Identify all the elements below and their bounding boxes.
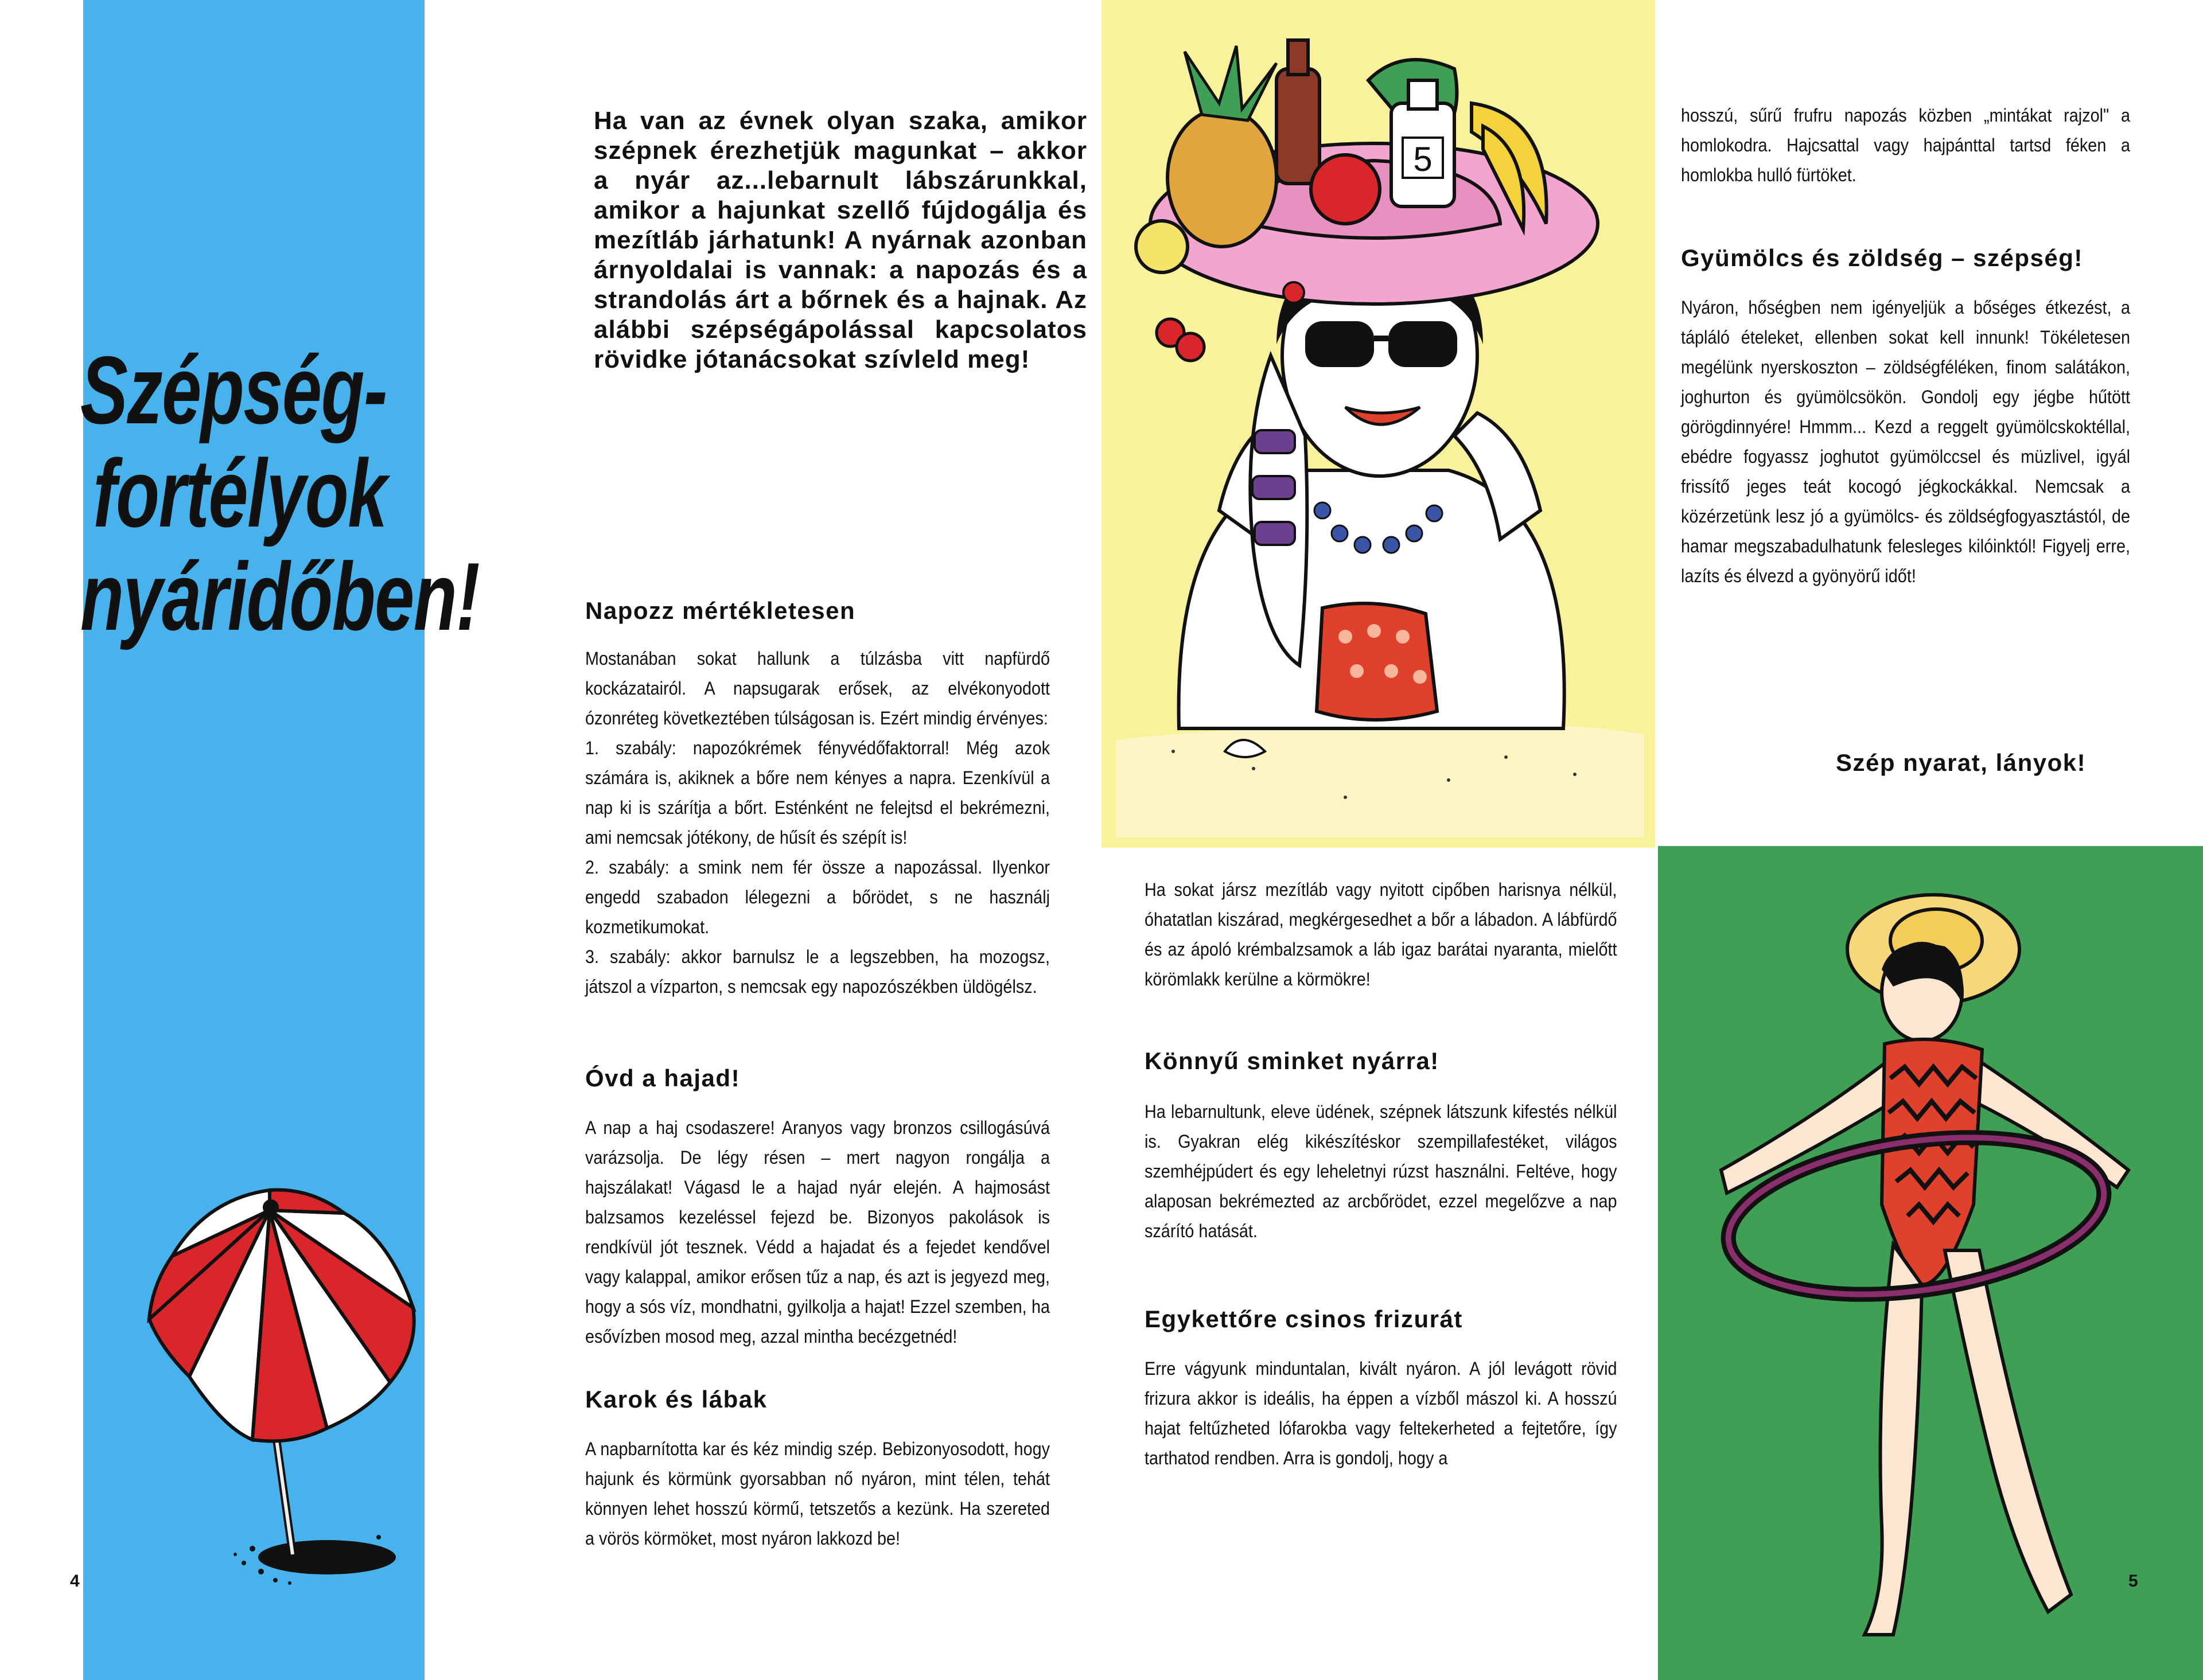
page-number-left: 4 [70, 1572, 80, 1591]
paragraph: 3. szabály: akkor barnulsz le a legszebben, ha mozogsz, játszol a vízparton, s nemcsak egy napozószékben üldögélsz. [585, 946, 1050, 997]
headline-line-1: Szépség- [80, 336, 387, 444]
section-body-frufru [1681, 100, 2130, 190]
bottle-label: 5 [1413, 140, 1433, 178]
article-headline [80, 336, 480, 650]
page-number-right: 5 [2128, 1572, 2138, 1591]
paragraph: 1. szabály: napozókrémek fényvédőfaktorral! Még azok számára is, akiknek a bőre nem kényes a napra. Ezenkívül a nap ki is szárítja a bőrt. Esténként ne felejtsd el bekrémezni, ami nemcsak jótékony, de hűsít és szépít is! [585, 738, 1050, 848]
section-heading-gyumolcs: Gyümölcs és zöldség – szépség! [1681, 244, 2083, 271]
section-body-frizura [1145, 1354, 1617, 1473]
closing-line: Szép nyarat, lányok! [1836, 749, 2087, 776]
girl-with-fruit-hat-illustration [1104, 34, 1649, 837]
paragraph: Ha lebarnultunk, eleve üdének, szépnek látszunk kifestés nélkül is. Gyakran elég kikészítéskor szempillafestéket, világos szemhéjpúdert és egy leheletnyi rúzst használni. Feltéve, hogy alaposan bekrémezted az arcbőrödet, ezzel megelőzve a nap szárító hatását. [1145, 1101, 1617, 1241]
section-heading-napozz: Napozz mértékletesen [585, 597, 856, 624]
paragraph: hosszú, sűrű frufru napozás közben „mintákat rajzol" a homlokodra. Hajcsattal vagy hajpánttal tartsd féken a homlokba hulló fürtöket. [1681, 105, 2130, 185]
section-body-ovd [585, 1113, 1050, 1351]
intro-paragraph: Ha van az évnek olyan szaka, amikor szépnek érezhetjük magunkat – akkor a nyár az...lebarnult lábszárunkkal, amikor a hajunkat szellő fújdogálja és mezítláb járhatunk! A nyárnak azonban árnyoldalai is vannak: a napozás és a strandolás árt a bőrnek és a hajnak. Az alábbi szépségápolással kapcsolatos rövidke jótanácsokat szívleld meg! [594, 107, 1087, 373]
section-body-napozz [585, 644, 1050, 1001]
section-body-smink [1145, 1097, 1617, 1246]
section-body-gyumolcs [1681, 293, 2130, 591]
section-heading-ovd: Óvd a hajad! [585, 1065, 741, 1092]
headline-line-3: nyáridőben! [80, 543, 480, 650]
paragraph: A napbarnította kar és kéz mindig szép. Bebizonyosodott, hogy hajunk és körmünk gyorsabban nő nyáron, mint télen, tehát könnyen lehet hosszú körmű, tetszetős a kezünk. Ha szereted a vörös körmöket, most nyáron lakkozd be! [585, 1439, 1050, 1549]
paragraph: A nap a haj csodaszere! Aranyos vagy bronzos csillogásúvá varázsolja. De légy résen – mert nagyon rongálja a hajszálakat! Vágasd le a hajad nyár elején. A hajmosást balzsamos kezeléssel fejezd be. Bizonyos pakolások is rendkívül jót tesznek. Védd a hajadat és a fejedet kendővel vagy kalappal, amikor erősen tűz a nap, és azt is jegyezd meg, hogy a sós víz, mondhatni, gyilkolja a hajat! Ezzel szemben, ha esővízben mosod meg, azzal mintha becézgetnéd! [585, 1117, 1050, 1347]
beach-umbrella-illustration [138, 1159, 436, 1595]
section-body-karok [585, 1434, 1050, 1553]
paragraph: Ha sokat jársz mezítláb vagy nyitott cipőben harisnya nélkül, óhatatlan kiszárad, megkérgesedhet a bőr a lábadon. A lábfürdő és az ápoló krémbalzsamok a láb igaz barátai nyaranta, mielőtt körömlakk kerülne a körmökre! [1145, 879, 1617, 989]
section-heading-karok: Karok és lábak [585, 1386, 768, 1413]
section-body-mezitlab [1145, 875, 1617, 994]
paragraph: 2. szabály: a smink nem fér össze a napozással. Ilyenkor engedd szabadon lélegezni a bőrödet, s ne használj kozmetikumokat. [585, 857, 1050, 937]
section-heading-smink: Könnyű sminket nyárra! [1145, 1047, 1439, 1074]
paragraph: Mostanában sokat hallunk a túlzásba vitt napfürdő kockázatairól. A napsugarak erősek, az elvékonyodott ózonréteg következtében túlságosan is. Ezért mindig érvényes: [585, 648, 1050, 728]
paragraph: Nyáron, hőségben nem igényeljük a bőséges étkezést, a tápláló ételeket, ellenben sokat kell innunk! Tökéletesen megélünk nyerskoszton – zöldségféléken, finom salátákon, joghurton és gyümölcsökön. Gondolj egy jégbe hűtött görögdinnyére! Hmmm... Kezd a reggelt gyümölcskoktéllal, ebédre fogyassz joghutot gyümölccsel és müzlivel, igyál frissítő jeges teát kocogó jégkockákkal. Nemcsak a közérzetünk lesz jó a gyümölcs- és zöldségfogyasztástól, de hamar megszabadulhatunk felesleges kilóinktól! Figyelj erre, lazíts és élvezd a gyönyörű időt! [1681, 297, 2130, 586]
paragraph: Erre vágyunk minduntalan, kivált nyáron. A jól levágott rövid frizura akkor is ideális, ha éppen a vízből mászol ki. A hosszú hajat feltűzheted lófarokba vagy feltekerheted a fejtetőre, így tarthatod rendben. Arra is gondolj, hogy a [1145, 1358, 1617, 1468]
section-heading-frizura: Egykettőre csinos frizurát [1145, 1305, 1463, 1332]
girl-with-hula-hoop-illustration [1624, 849, 2197, 1675]
headline-line-2: fortélyok [93, 439, 387, 547]
